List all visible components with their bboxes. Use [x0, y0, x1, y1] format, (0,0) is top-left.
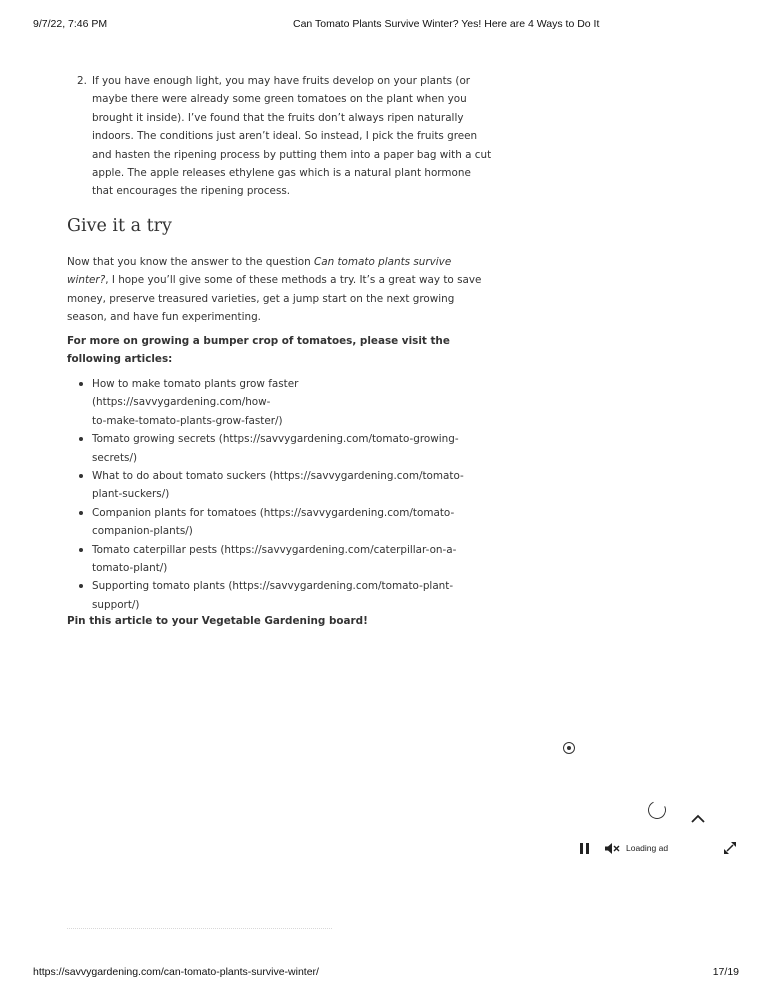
more-heading-line: For more on growing a bumper crop of tomatoes, please visit the — [67, 335, 450, 347]
article-link[interactable] — [79, 504, 479, 541]
print-date: 9/7/22, 7:46 PM — [33, 18, 108, 30]
section-heading: Give it a try — [67, 216, 172, 236]
article-links-list — [79, 375, 479, 614]
list-item-line: brought it inside). I’ve found that the fruits don’t always ripen naturally — [92, 111, 464, 124]
intro-question: winter? — [67, 274, 106, 287]
bullet-icon — [79, 382, 83, 386]
link-text[interactable]: secrets/) — [92, 451, 137, 464]
loading-ad-label: Loading ad — [626, 843, 669, 853]
intro-text: season, and have fun experimenting. — [67, 311, 261, 324]
bullet-icon — [79, 584, 83, 588]
pin-article-text: Pin this article to your Vegetable Gardening board! — [67, 615, 368, 627]
loading-spinner-icon — [645, 798, 668, 821]
mute-icon[interactable] — [605, 843, 620, 854]
link-text[interactable]: support/) — [92, 598, 140, 611]
more-articles-heading — [67, 332, 467, 369]
article-link[interactable] — [79, 541, 479, 578]
intro-paragraph — [67, 253, 487, 327]
link-text[interactable]: How to make tomato plants grow faster (https://savvygardening.com/how- — [92, 378, 299, 409]
link-text[interactable]: plant-suckers/) — [92, 488, 170, 501]
article-link[interactable] — [79, 467, 479, 504]
more-heading-line: following articles: — [67, 353, 173, 366]
bullet-icon — [79, 548, 83, 552]
print-url: https://savvygardening.com/can-tomato-plants-survive-winter/ — [33, 966, 319, 978]
link-text[interactable]: What to do about tomato suckers (https://savvygardening.com/tomato- — [92, 470, 464, 483]
article-link[interactable] — [79, 430, 479, 467]
bullet-icon — [79, 474, 83, 478]
list-item-line: If you have enough light, you may have fruits develop on your plants (or — [92, 75, 471, 87]
print-header — [33, 18, 739, 32]
chevron-up-icon[interactable] — [691, 814, 705, 824]
link-text[interactable]: tomato-plant/) — [92, 562, 168, 575]
link-text[interactable]: Supporting tomato plants (https://savvygardening.com/tomato-plant- — [92, 580, 454, 593]
intro-question: Can tomato plants survive — [313, 256, 452, 268]
close-icon[interactable] — [563, 742, 575, 754]
list-item-line: indoors. The conditions just aren’t ideal. So instead, I pick the fruits green — [92, 130, 478, 143]
article-link[interactable] — [79, 577, 479, 614]
intro-text: Now that you know the answer to the question — [67, 256, 314, 268]
intro-text: money, preserve treasured varieties, get a jump start on the next growing — [67, 292, 455, 305]
divider — [67, 928, 332, 929]
list-item-line: apple. The apple releases ethylene gas which is a natural plant hormone — [92, 167, 471, 180]
pause-icon[interactable] — [580, 843, 589, 854]
expand-icon[interactable] — [724, 842, 736, 854]
bullet-icon — [79, 511, 83, 515]
link-text[interactable]: to-make-tomato-plants-grow-faster/) — [92, 414, 283, 427]
list-item-number: 2. — [77, 75, 87, 87]
list-item-line: maybe there were already some green tomatoes on the plant when you — [92, 93, 467, 106]
article-link[interactable] — [79, 375, 479, 430]
link-text[interactable]: Tomato growing secrets (https://savvygardening.com/tomato-growing- — [92, 433, 459, 446]
link-text[interactable]: companion-plants/) — [92, 525, 193, 538]
link-text[interactable]: Tomato caterpillar pests (https://savvygardening.com/caterpillar-on-a- — [92, 543, 457, 556]
intro-text: , I hope you’ll give some of these methods a try. It’s a great way to save — [105, 274, 482, 287]
print-title: Can Tomato Plants Survive Winter? Yes! Here are 4 Ways to Do It — [293, 18, 600, 30]
page-number: 17/19 — [712, 966, 739, 978]
print-footer — [33, 966, 739, 980]
list-item-line: and hasten the ripening process by putting them into a paper bag with a cut — [92, 148, 492, 161]
link-text[interactable]: Companion plants for tomatoes (https://savvygardening.com/tomato- — [92, 506, 455, 519]
list-item-line: that encourages the ripening process. — [92, 185, 291, 198]
bullet-icon — [79, 437, 83, 441]
